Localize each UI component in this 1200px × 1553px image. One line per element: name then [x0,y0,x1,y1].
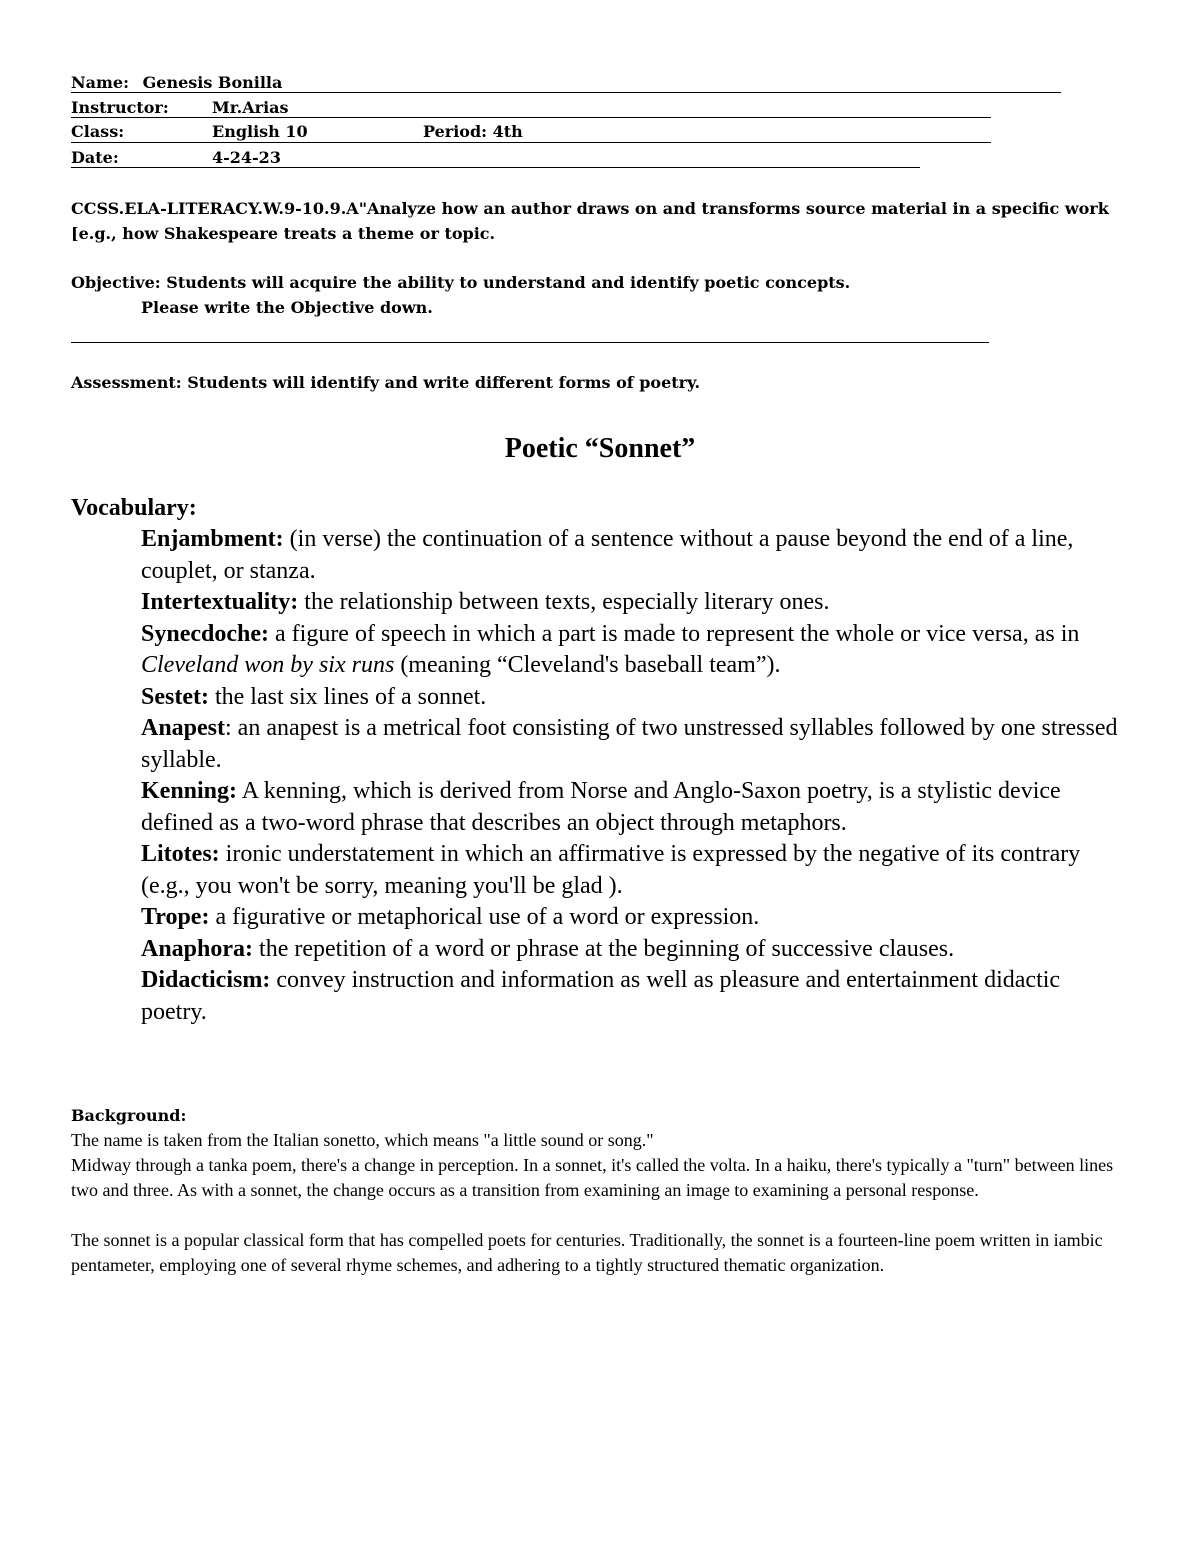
date-value: 4-24-23 [212,148,281,167]
assessment-text: Assessment: Students will identify and write different forms of poetry. [71,373,701,392]
vocab-definition: a figurative or metaphorical use of a word or expression. [209,904,760,930]
vocab-term: Synecdoche: [141,620,269,647]
vocab-term: Trope: [141,904,210,930]
instructor-line [71,98,169,118]
vocab-definition: a figure of speech in which a part is made to represent the whole or vice versa, as in [269,620,1080,647]
vocab-definition: : an anapest is a metrical foot consisting of two unstressed syllables followed by one stressed syllable. [141,715,1118,773]
vocab-term: Kenning: [141,778,238,804]
background-paragraph: Midway through a tanka poem, there's a change in perception. In a sonnet, it's called the volta. In a haiku, there's typically a "turn" between lines two and three. As with a sonnet, the change occurs as a transition from examining an image to examining a personal response. [71,1155,1114,1200]
vocab-term: Sestet: [141,683,209,710]
class-label: Class: [71,122,125,141]
period-label: Period: [423,122,488,141]
vocab-definition: the relationship between texts, especially literary ones. [298,589,830,615]
vocabulary-heading: Vocabulary: [71,495,197,521]
vocab-definition: the last six lines of a sonnet. [208,683,487,710]
instructor-value: Mr.Arias [212,98,289,117]
background-paragraph: The sonnet is a popular classical form that has compelled poets for centuries. Traditionally, the sonnet is a fourteen-line poem written in iambic pentameter, employing one of several rhyme schemes, and adhering to a tightly structured thematic organization. [71,1230,1103,1275]
vocab-term: Didacticism: [141,967,271,993]
period-field [423,122,523,142]
name-underline [71,92,1061,93]
vocab-term: Enjambment: [141,526,284,552]
objective-write-line [71,342,989,343]
background-heading: Background: [71,1106,187,1125]
name-line [71,73,282,93]
class-underline [71,142,991,143]
objective-instruction: Please write the Objective down. [141,298,433,317]
vocab-item-anaphora [141,934,1131,966]
vocab-item-intertextuality [141,587,1131,619]
instructor-label: Instructor: [71,98,169,117]
instructor-underline [71,117,991,118]
page-title: Poetic “Sonnet” [504,433,696,464]
vocab-definition: ironic understatement in which an affirmative is expressed by the negative of its contrary (e.g., you won't be sorry, meaning you'll be glad ). [141,841,1081,899]
vocab-term: Intertextuality: [141,589,299,615]
date-underline [71,167,920,168]
name-label: Name: [71,73,130,92]
vocab-term: Anaphora: [141,935,254,962]
class-value: English 10 [212,122,308,141]
vocab-definition-continued: (meaning “Cleveland's baseball team”). [394,652,781,678]
vocab-definition: convey instruction and information as well as pleasure and entertainment didactic poetry. [141,967,1061,1025]
vocab-definition: the repetition of a word or phrase at the beginning of successive clauses. [253,935,955,962]
vocab-definition: (in verse) the continuation of a sentence without a pause beyond the end of a line, couplet, or stanza. [141,526,1074,584]
vocab-item-enjambment [141,524,1131,587]
vocab-item-didacticism [141,965,1131,1028]
vocab-item-synecdoche [141,619,1131,682]
vocab-item-anapest [141,713,1131,776]
name-value: Genesis Bonilla [142,73,283,92]
ccss-standard: CCSS.ELA-LITERACY.W.9-10.9.A"Analyze how an author draws on and transforms source material in a specific work [e.g., how Shakespeare treats a theme or topic. [71,199,1109,243]
vocab-item-kenning [141,776,1131,839]
period-value: 4th [492,122,523,141]
background-paragraph: The name is taken from the Italian sonetto, which means "a little sound or song." [71,1130,654,1150]
date-label: Date: [71,148,119,167]
vocab-term: Litotes: [141,841,220,867]
vocab-term: Anapest [141,715,226,741]
vocab-item-litotes [141,839,1131,902]
objective-text: Objective: Students will acquire the ability to understand and identify poetic concepts. [71,273,851,292]
background-section [71,1103,1131,1278]
vocab-item-sestet [141,682,1131,714]
vocab-definition: A kenning, which is derived from Norse and Anglo-Saxon poetry, is a stylistic device defined as a two-word phrase that describes an object through metaphors. [141,778,1061,836]
vocabulary-list [141,524,1131,1028]
vocab-item-trope [141,902,1131,934]
vocab-example: Cleveland won by six runs [141,652,395,678]
